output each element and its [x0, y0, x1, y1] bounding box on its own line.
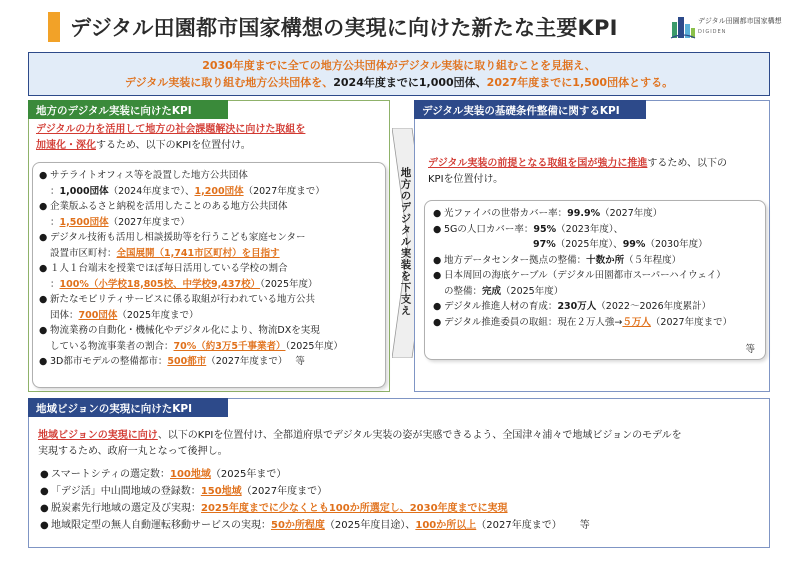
right-kpi-list	[433, 206, 757, 330]
right-intro-a: デジタル実装の前提となる取組を国が強力に推進	[428, 158, 648, 169]
left-section-header: 地方のデジタル実装に向けたKPI	[28, 100, 228, 119]
kpi-text: 3D都市モデルの整備都市：	[50, 356, 168, 367]
kpi-value: 1,500団体	[59, 216, 109, 228]
kpi-value: 97%	[533, 239, 556, 250]
kpi-text: 団体：	[50, 309, 79, 321]
kpi-text: 「デジ活」中山間地域の登録数：	[51, 486, 201, 497]
kpi-value: 完成	[482, 285, 502, 297]
kpi-text: 設置市区町村：	[50, 247, 117, 259]
summary-line-2b: 2024年度までに1,000団体、	[333, 76, 487, 89]
kpi-text: 日本周回の海底ケーブル（デジタル田園都市スーパーハイウェイ）	[444, 270, 726, 281]
kpi-text: デジタル推進委員の取組：現在２万人強→	[444, 316, 623, 328]
kpi-text: （2025年度目途）、	[324, 520, 416, 531]
bottom-intro-a: 地域ビジョンの実現に向け	[38, 430, 158, 441]
right-intro-c: KPIを位置付け。	[428, 174, 504, 185]
summary-box	[28, 52, 770, 96]
list-item: ● 光ファイバの世帯カバー率：99.9%（2027年度）	[433, 208, 663, 219]
kpi-value: 1,000団体	[59, 185, 109, 197]
kpi-value: 100%（小学校18,805校、中学校9,437校）	[59, 278, 261, 290]
kpi-text: （2027年度）	[600, 208, 663, 219]
kpi-text: （2027年度まで）	[108, 216, 190, 228]
kpi-text: している物流事業者の割合：	[50, 340, 174, 352]
kpi-value: 230万人	[557, 301, 597, 312]
middle-banner: 地方のデジタル実装を下支え	[399, 167, 412, 317]
kpi-text: 新たなモビリティサービスに係る取組が行われている地方公共	[50, 294, 316, 305]
kpi-value: 1,200団体	[194, 185, 244, 197]
right-kpi-box	[424, 200, 766, 360]
title-bar	[48, 10, 660, 44]
bottom-intro	[38, 428, 766, 460]
list-item	[433, 237, 757, 253]
kpi-value: 全国展開（1,741市区町村）を目指す	[116, 247, 280, 259]
kpi-text: （2025年度まで）	[117, 309, 199, 321]
summary-line-1: 2030年度までに全ての地方公共団体がデジタル実装に取り組むことを見据え、	[202, 59, 596, 72]
kpi-text: 光ファイバの世帯カバー率：	[444, 208, 568, 219]
kpi-text: （2022～2026年度累計）	[596, 301, 712, 312]
kpi-text: （2025年度）	[285, 340, 343, 352]
kpi-value: 99.9%	[567, 208, 601, 219]
list-item: ● デジタル技術も活用し相談援助等を行うこども家庭センター 設置市区町村：全国展開（1,741市区町村）を目指す	[39, 232, 306, 259]
kpi-text: 物流業務の自動化・機械化やデジタル化により、物流DXを実現	[50, 325, 320, 336]
kpi-text: （2023年度）、	[556, 223, 624, 235]
logo-sub: DIGIDEN	[698, 29, 727, 35]
kpi-etc: 等	[579, 520, 590, 531]
right-intro	[428, 156, 766, 188]
list-item: ● 脱炭素先行地域の選定及び実現：2025年度までに少なくとも100か所選定し、2030年度までに実現	[40, 503, 508, 514]
kpi-text: （2024年度まで）、	[108, 185, 195, 197]
left-intro-b: 加速化・深化	[36, 140, 96, 151]
right-etc: 等	[745, 344, 755, 355]
list-item: ● 日本周回の海底ケーブル（デジタル田園都市スーパーハイウェイ） の整備：完成（2025年度）	[433, 270, 726, 297]
list-item: ● デジタル推進委員の取組：現在２万人強→５万人（2027年度まで）	[433, 316, 733, 328]
kpi-value: 十数か所	[586, 254, 625, 266]
kpi-value: 100か所以上	[415, 520, 477, 531]
list-item: ● 物流業務の自動化・機械化やデジタル化により、物流DXを実現 している物流事業者の割合：70%（約3万5千事業者）（2025年度）	[39, 325, 343, 352]
kpi-text: （2027年度まで）	[243, 185, 325, 197]
kpi-text: デジタル技術も活用し相談援助等を行うこども家庭センター	[50, 232, 306, 243]
kpi-text: （2025年度）	[260, 278, 318, 290]
kpi-text: ：	[50, 216, 60, 228]
list-item: ● 5Gの人口カバー率：95%（2023年度）、	[433, 223, 624, 235]
kpi-text: （2030年度）	[645, 239, 708, 250]
kpi-text: 企業版ふるさと納税を活用したことのある地方公共団体	[50, 201, 288, 212]
left-kpi-list	[39, 168, 379, 370]
kpi-value: 500都市	[167, 356, 207, 367]
kpi-text: （2025年度）、	[555, 239, 623, 250]
list-item: ● 地方データセンター拠点の整備：十数か所（５年程度）	[433, 254, 682, 266]
page-title: デジタル田園都市国家構想の実現に向けた新たな主要KPI	[70, 16, 618, 40]
city-logo-icon	[670, 12, 696, 40]
summary-line-2c: 2027年度までに1,500団体とする。	[486, 76, 674, 89]
kpi-text: （2027年度まで）	[241, 486, 328, 497]
list-item: ● 3D都市モデルの整備都市：500都市（2027年度まで） 等	[39, 356, 305, 367]
kpi-text: （2025年まで）	[210, 469, 287, 480]
left-intro-a: デジタルの力を活用して地方の社会課題解決に向けた取組を	[36, 124, 306, 135]
list-item: ● 企業版ふるさと納税を活用したことのある地方公共団体 ：1,500団体（2027年度まで）	[39, 201, 288, 228]
kpi-text: （2027年度まで）	[476, 520, 562, 531]
list-item: ● 地域限定型の無人自動運転移動サービスの実現：50か所程度（2025年度目途）、100か所以上（2027年度まで） 等	[40, 520, 590, 531]
kpi-text: １人１台端末を授業でほぼ毎日活用している学校の割合	[50, 263, 288, 274]
kpi-text: の整備：	[444, 285, 483, 297]
kpi-text: デジタル推進人材の育成：	[444, 301, 558, 312]
kpi-text: サテライトオフィス等を設置した地方公共団体	[50, 170, 248, 181]
bottom-kpi-list	[40, 466, 760, 534]
kpi-value: 100地域	[170, 469, 211, 480]
bottom-section-header: 地域ビジョンの実現に向けたKPI	[28, 398, 228, 417]
kpi-text: ：	[50, 185, 60, 197]
kpi-value: 2025年度までに少なくとも100か所選定し、2030年度までに実現	[201, 503, 508, 514]
bottom-intro-c: 実現するため、政府一丸となって後押し。	[38, 446, 228, 457]
summary-line-2	[37, 74, 761, 91]
kpi-value: ５万人	[622, 316, 651, 328]
title-accent	[48, 12, 60, 42]
kpi-text: ：	[50, 278, 60, 290]
kpi-value: 150地域	[200, 486, 242, 497]
list-item: ● サテライトオフィス等を設置した地方公共団体 ：1,000団体（2024年度まで）、1,200団体（2027年度まで）	[39, 170, 325, 197]
left-intro-c: するため、以下のKPIを位置付け。	[96, 140, 251, 151]
kpi-value: 50か所程度	[271, 520, 325, 531]
bottom-kpi-area	[40, 466, 760, 534]
kpi-text: （2027年度まで）	[650, 316, 733, 328]
list-item: ● デジタル推進人材の育成：230万人（2022～2026年度累計）	[433, 301, 712, 312]
bottom-intro-b: 、以下のKPIを位置付け、全都道府県でデジタル実装の姿が実感できるよう、全国津々浦々で地域ビジョンのモデルを	[157, 430, 682, 441]
kpi-text: 5Gの人口カバー率：	[444, 223, 534, 235]
list-item: ● １人１台端末を授業でほぼ毎日活用している学校の割合 ：100%（小学校18,805校、中学校9,437校）（2025年度）	[39, 263, 318, 290]
list-item: ● 「デジ活」中山間地域の登録数：150地域（2027年度まで）	[40, 486, 328, 497]
kpi-value: 700団体	[78, 309, 118, 321]
summary-line-2a: デジタル実装に取り組む地方公共団体を、	[124, 76, 334, 89]
kpi-text: （５年程度）	[624, 254, 682, 266]
kpi-value: 95%	[533, 223, 557, 235]
kpi-text: スマートシティの選定数：	[51, 469, 170, 480]
kpi-value: 70%（約3万5千事業者）	[173, 340, 286, 352]
right-section-header: デジタル実装の基礎条件整備に関するKPI	[414, 100, 646, 119]
left-intro	[36, 122, 386, 154]
list-item: ● 新たなモビリティサービスに係る取組が行われている地方公共 団体：700団体（2025年度まで）	[39, 294, 316, 321]
kpi-text: 地方データセンター拠点の整備：	[444, 254, 587, 266]
logo	[666, 10, 790, 44]
kpi-value: 99%	[622, 239, 646, 250]
kpi-text: 地域限定型の無人自動運転移動サービスの実現：	[51, 520, 271, 531]
kpi-text: 脱炭素先行地域の選定及び実現：	[51, 503, 201, 514]
list-item: ● スマートシティの選定数：100地域（2025年まで）	[40, 469, 287, 480]
kpi-text: （2027年度まで）	[206, 356, 288, 367]
kpi-etc: 等	[295, 356, 305, 367]
logo-name: デジタル田園都市国家構想	[698, 17, 782, 25]
kpi-text: （2025年度）	[501, 285, 564, 297]
left-kpi-box	[32, 162, 386, 388]
right-intro-b: するため、以下の	[647, 158, 728, 169]
